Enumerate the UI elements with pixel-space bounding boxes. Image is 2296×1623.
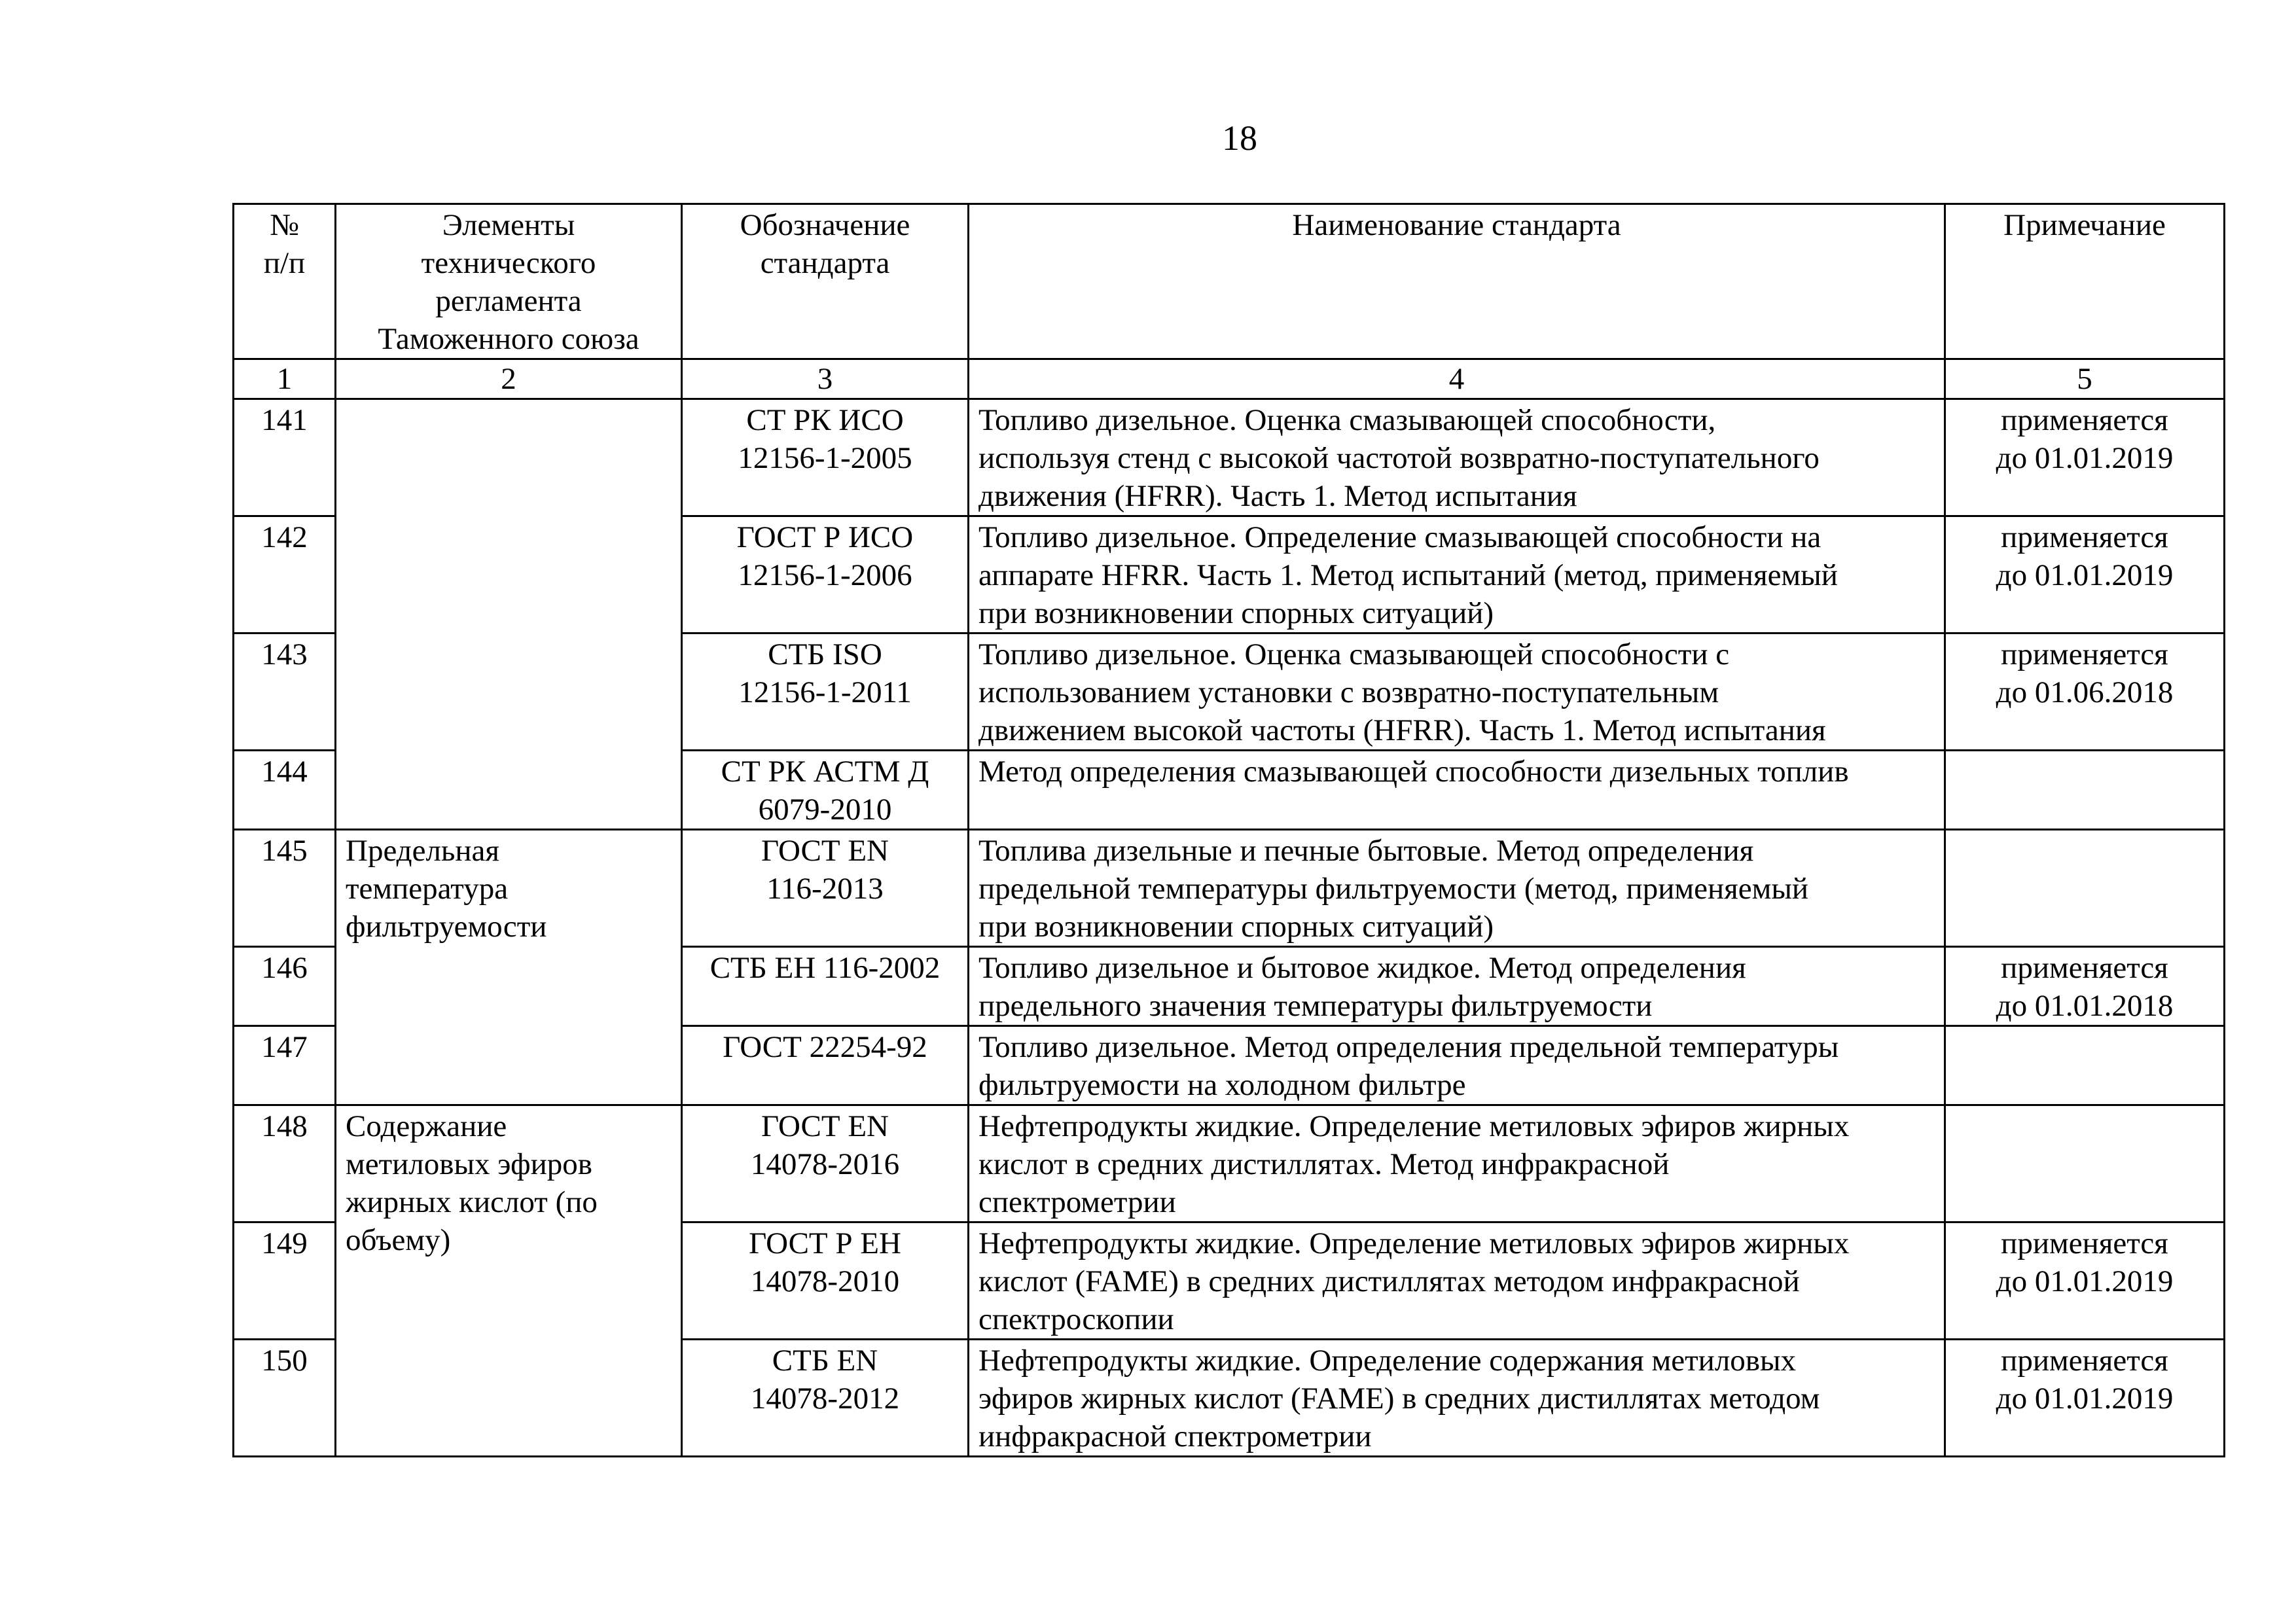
note: применяется до 01.06.2018 xyxy=(1945,633,2225,751)
note: применяется до 01.01.2019 xyxy=(1945,1222,2225,1340)
column-number: 1 xyxy=(234,359,336,399)
header-number: № п/п xyxy=(234,204,336,359)
standard-name: Топливо дизельное. Оценка смазывающей способности, используя стенд с высокой частотой возвратно-поступательного движения (HFRR). Часть 1. Метод испытания xyxy=(969,399,1945,516)
standard-code: ГОСТ Р ИСО 12156-1-2006 xyxy=(682,516,969,633)
note xyxy=(1945,751,2225,830)
element-cell: Содержание метиловых эфиров жирных кислот (по объему) xyxy=(336,1105,682,1457)
standard-code: ГОСТ EN 116-2013 xyxy=(682,830,969,947)
column-number: 2 xyxy=(336,359,682,399)
note xyxy=(1945,1026,2225,1105)
row-number: 144 xyxy=(234,751,336,830)
row-number: 147 xyxy=(234,1026,336,1105)
standards-table xyxy=(232,203,2225,1457)
note: применяется до 01.01.2019 xyxy=(1945,399,2225,516)
table-row xyxy=(234,1105,2225,1222)
table-row xyxy=(234,830,2225,947)
column-number: 4 xyxy=(969,359,1945,399)
standard-code: СТБ EN 14078-2012 xyxy=(682,1340,969,1457)
note: применяется до 01.01.2019 xyxy=(1945,1340,2225,1457)
standard-name: Топлива дизельные и печные бытовые. Метод определения предельной температуры фильтруемости (метод, применяемый при возникновении спорных ситуаций) xyxy=(969,830,1945,947)
standard-code: СТБ ЕН 116-2002 xyxy=(682,947,969,1026)
standard-name: Нефтепродукты жидкие. Определение метиловых эфиров жирных кислот в средних дистиллятах. Метод инфракрасной спектрометрии xyxy=(969,1105,1945,1222)
standard-name: Топливо дизельное. Определение смазывающей способности на аппарате HFRR. Часть 1. Метод испытаний (метод, применяемый при возникновении спорных ситуаций) xyxy=(969,516,1945,633)
row-number: 146 xyxy=(234,947,336,1026)
standard-name: Нефтепродукты жидкие. Определение метиловых эфиров жирных кислот (FAME) в средних дистиллятах методом инфракрасной спектроскопии xyxy=(969,1222,1945,1340)
row-number: 150 xyxy=(234,1340,336,1457)
note: применяется до 01.01.2019 xyxy=(1945,516,2225,633)
note: применяется до 01.01.2018 xyxy=(1945,947,2225,1026)
row-number: 149 xyxy=(234,1222,336,1340)
row-number: 141 xyxy=(234,399,336,516)
row-number: 142 xyxy=(234,516,336,633)
standard-name: Топливо дизельное. Метод определения предельной температуры фильтруемости на холодном фильтре xyxy=(969,1026,1945,1105)
standard-name: Топливо дизельное и бытовое жидкое. Метод определения предельного значения температуры фильтруемости xyxy=(969,947,1945,1026)
header-name: Наименование стандарта xyxy=(969,204,1945,359)
standard-code: СТБ ISO 12156-1-2011 xyxy=(682,633,969,751)
header-note: Примечание xyxy=(1945,204,2225,359)
column-number-row xyxy=(234,359,2225,399)
standard-name: Топливо дизельное. Оценка смазывающей способности с использованием установки с возвратно-поступательным движением высокой частоты (HFRR). Часть 1. Метод испытания xyxy=(969,633,1945,751)
row-number: 143 xyxy=(234,633,336,751)
table-row xyxy=(234,399,2225,516)
page-number: 18 xyxy=(1222,118,1257,158)
row-number: 145 xyxy=(234,830,336,947)
note xyxy=(1945,830,2225,947)
header-element: Элементы технического регламента Таможенного союза xyxy=(336,204,682,359)
element-cell: Предельная температура фильтруемости xyxy=(336,830,682,1105)
row-number: 148 xyxy=(234,1105,336,1222)
column-number: 3 xyxy=(682,359,969,399)
standard-code: ГОСТ Р ЕН 14078-2010 xyxy=(682,1222,969,1340)
standard-name: Метод определения смазывающей способности дизельных топлив xyxy=(969,751,1945,830)
column-number: 5 xyxy=(1945,359,2225,399)
standard-code: ГОСТ 22254-92 xyxy=(682,1026,969,1105)
standard-code: ГОСТ EN 14078-2016 xyxy=(682,1105,969,1222)
header-code: Обозначение стандарта xyxy=(682,204,969,359)
note xyxy=(1945,1105,2225,1222)
standard-name: Нефтепродукты жидкие. Определение содержания метиловых эфиров жирных кислот (FAME) в средних дистиллятах методом инфракрасной спектрометрии xyxy=(969,1340,1945,1457)
standard-code: СТ РК АСТМ Д 6079-2010 xyxy=(682,751,969,830)
standard-code: СТ РК ИСО 12156-1-2005 xyxy=(682,399,969,516)
header-row xyxy=(234,204,2225,359)
element-cell xyxy=(336,399,682,830)
